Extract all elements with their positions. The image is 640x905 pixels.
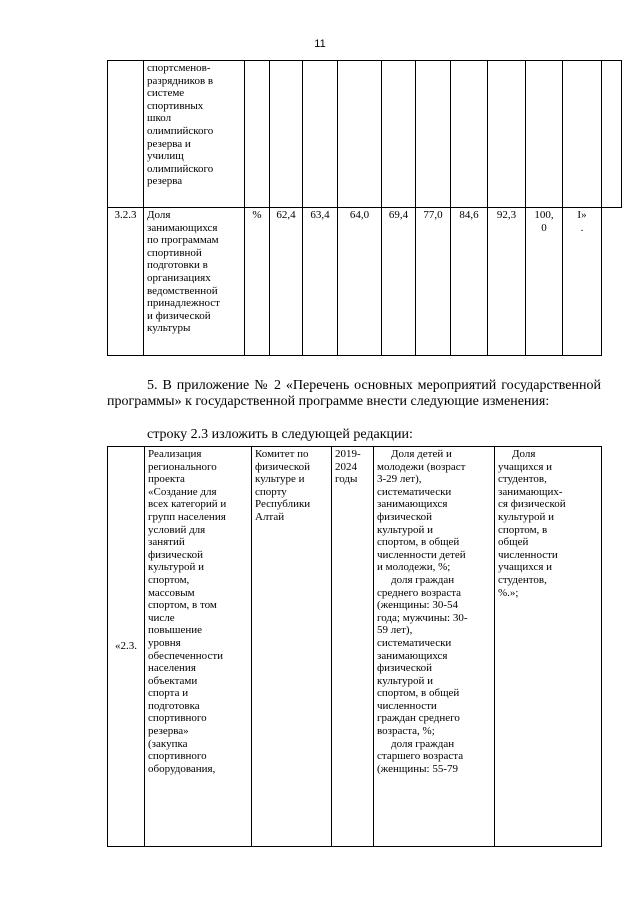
table-row-2-3 [108, 447, 602, 847]
cell-value: 92,3 [488, 208, 526, 356]
cell-empty [245, 61, 270, 208]
cell-unit: % [245, 208, 270, 356]
cell-num: «2.3. [108, 447, 145, 847]
amendment-paragraph: 5. В приложение № 2 «Перечень основных мероприятий государственной программы» к государственной программе внести следующие изменения: [107, 378, 601, 409]
page-number: 11 [314, 38, 326, 50]
cell-value: 62,4 [270, 208, 303, 356]
cell-empty [382, 61, 416, 208]
cell-empty [451, 61, 488, 208]
cell-empty [602, 61, 622, 208]
cell-num-empty [108, 61, 144, 208]
cell-value: 64,0 [338, 208, 382, 356]
cell-empty [338, 61, 382, 208]
amendment-instruction: строку 2.3 изложить в следующей редакции: [147, 427, 413, 442]
table-row-3-2-3 [108, 208, 622, 356]
cell-target-indicator: Доля учащихся и студентов, занимающих- ся физической культурой и спортом, в общей численности учащихся и студентов, %.»; [495, 447, 602, 847]
cell-empty [563, 61, 602, 208]
cell-description-continued: спортсменов- разрядников в системе спортивных школ олимпийского резерва и училищ олимпийского резерва [144, 61, 245, 208]
cell-num: 3.2.3 [108, 208, 144, 356]
indicators-table-continued [107, 60, 622, 356]
cell-description: Доля занимающихся по программам спортивной подготовки в организациях ведомственной принадлежност и физической культуры [144, 208, 245, 356]
cell-period: 2019- 2024 годы [332, 447, 374, 847]
cell-empty [488, 61, 526, 208]
measures-table-row [107, 446, 602, 847]
cell-value: 84,6 [451, 208, 488, 356]
cell-executor: Комитет по физической культуре и спорту Республики Алтай [252, 447, 332, 847]
cell-value-last: 100, 0 [526, 208, 563, 356]
cell-empty [270, 61, 303, 208]
cell-value: 63,4 [303, 208, 338, 356]
cell-value: 69,4 [382, 208, 416, 356]
cell-empty [416, 61, 451, 208]
cell-project: Реализация регионального проекта «Создание для всех категорий и групп населения условий для занятий физической культурой и спортом, массовым спортом, в том числе повышение уровня обеспеченности населения объектами спорта и подготовка спортивного резерва» (закупка спортивного оборудования, [145, 447, 252, 847]
cell-tail: I» . [563, 208, 602, 356]
cell-empty [526, 61, 563, 208]
cell-indicators: Доля детей и молодежи (возраст 3-29 лет), систематически занимающихся физической культурой и спортом, в общей численности детей и молодежи, %; доля граждан среднего возраста (женщины: 30-54 года; мужчины: 30- 59 лет), систематически занимающихся физической культурой и спортом, в общей численности граждан среднего возраста, %; доля граждан старшего возраста (женщины: 55-79 [374, 447, 495, 847]
table-row-continued [108, 61, 622, 208]
cell-value: 77,0 [416, 208, 451, 356]
cell-empty [303, 61, 338, 208]
